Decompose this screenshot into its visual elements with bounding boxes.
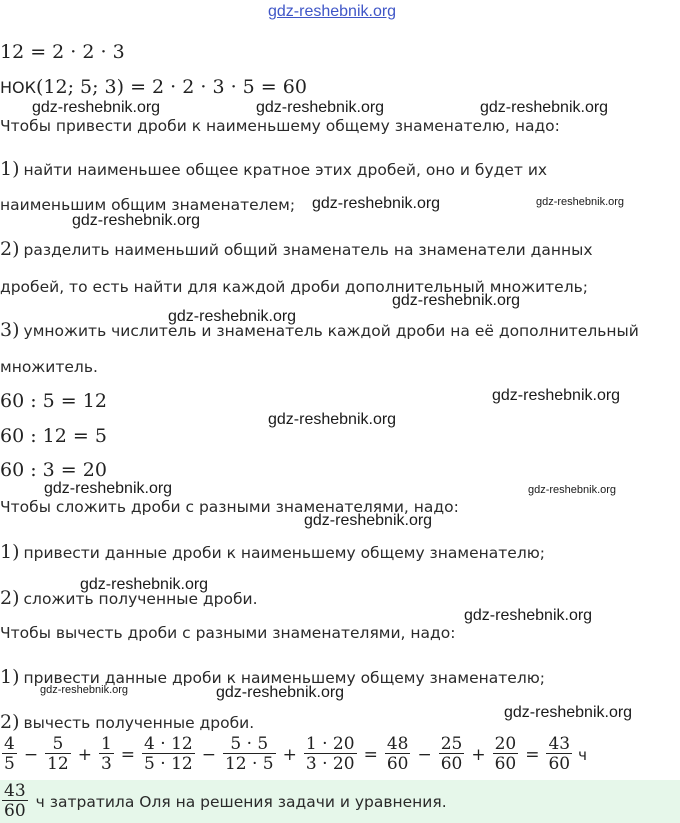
division-3: 60 : 3 = 20 [0,459,107,481]
step-text: привести данные дроби к наименьшему общему знаменателю; [23,669,546,687]
watermark: gdz-reshebnik.org [32,99,161,116]
step-c3-line1 [0,319,639,341]
division-1: 60 : 5 = 12 [0,390,107,412]
fraction: $\frac{1 \cdot 20}{3 \cdot 20}$ [305,734,355,774]
fraction: $\frac{4 \cdot 12}{5 \cdot 12}$ [144,734,193,774]
step-text: привести данные дроби к наименьшему общему знаменателю; [23,544,546,562]
step-text: сложить полученные дроби. [23,590,258,608]
watermark: gdz-reshebnik.org [312,195,441,212]
watermark: gdz-reshebnik.org [256,99,385,116]
operator: + [77,744,92,765]
step-a1 [0,541,545,563]
step-number: 2) [0,711,20,733]
watermark: gdz-reshebnik.org [304,512,433,529]
fraction: $\frac{20}{60}$ [494,734,517,774]
addition-intro: Чтобы сложить дроби с разными знаменателями, надо: [0,498,459,516]
watermark: gdz-reshebnik.org [40,684,129,696]
operator: = [363,744,378,765]
answer-line [0,780,447,823]
fraction: $\frac{4}{5}$ [4,734,15,774]
step-c1-line1 [0,158,547,180]
site-link[interactable]: gdz-reshebnik.org [268,3,397,20]
operator: = [120,744,136,765]
step-text: умножить числитель и знаменатель каждой дроби на её дополнительный [23,322,639,340]
watermark: gdz-reshebnik.org [464,607,593,624]
operator: − [201,744,216,765]
common-denominator-intro: Чтобы привести дроби к наименьшему общему знаменателю, надо: [0,117,560,135]
step-number: 2) [0,587,20,609]
watermark: gdz-reshebnik.org [44,480,173,497]
subtraction-intro: Чтобы вычесть дроби с разными знаменателями, надо: [0,624,456,642]
fraction: $\frac{1}{3}$ [100,734,112,774]
fraction: $\frac{43}{60}$ [548,734,571,774]
watermark: gdz-reshebnik.org [480,99,609,116]
step-number: 1) [0,541,20,563]
watermark: gdz-reshebnik.org [492,387,621,404]
operator: − [23,744,39,765]
operator: − [417,744,432,765]
operator: + [282,744,297,765]
step-c2-line2: дробей, то есть найти для каждой дроби дополнительный множитель; [0,278,588,296]
lcm-expression: (12; 5; 3) = 2 · 2 · 3 · 5 = 60 [35,76,307,98]
step-number: 3) [0,319,20,341]
operator: = [525,744,540,765]
division-2: 60 : 12 = 5 [0,425,107,447]
watermark: gdz-reshebnik.org [168,308,297,325]
watermark: gdz-reshebnik.org [504,704,633,721]
unit: ч [578,745,587,764]
watermark: gdz-reshebnik.org [80,576,209,593]
step-number: 1) [0,158,20,180]
step-text: вычесть полученные дроби. [23,714,255,732]
main-equation [0,736,587,773]
fraction: $\frac{25}{60}$ [440,734,463,774]
watermark: gdz-reshebnik.org [528,484,617,496]
step-number: 1) [0,666,20,688]
step-c3-line2: множитель. [0,358,98,376]
fraction: $\frac{48}{60}$ [386,734,409,774]
step-text: разделить наименьший общий знаменатель на знаменатели данных [23,241,593,259]
answer-fraction: $\frac{43}{60}$ [4,781,26,821]
answer-text: ч затратила Оля на решения задачи и уравнения. [35,792,447,811]
step-text: найти наименьшее общее кратное этих дробей, оно и будет их [23,161,548,179]
fraction: $\frac{5 \cdot 5}{12 \cdot 5}$ [224,734,274,774]
lcm-label: НОК [0,78,36,97]
watermark: gdz-reshebnik.org [392,292,521,309]
watermark: gdz-reshebnik.org [216,684,345,701]
step-c2-line1 [0,238,593,260]
step-c1-line2: наименьшим общим знаменателем; [0,196,296,214]
watermark: gdz-reshebnik.org [72,212,201,229]
fraction: $\frac{5}{12}$ [47,734,69,774]
operator: + [471,744,486,765]
step-s2 [0,711,254,733]
watermark: gdz-reshebnik.org [536,196,625,208]
step-number: 2) [0,238,20,260]
factorization-12: 12 = 2 · 2 · 3 [0,41,125,63]
lcm-equation [0,76,307,98]
watermark: gdz-reshebnik.org [268,411,397,428]
